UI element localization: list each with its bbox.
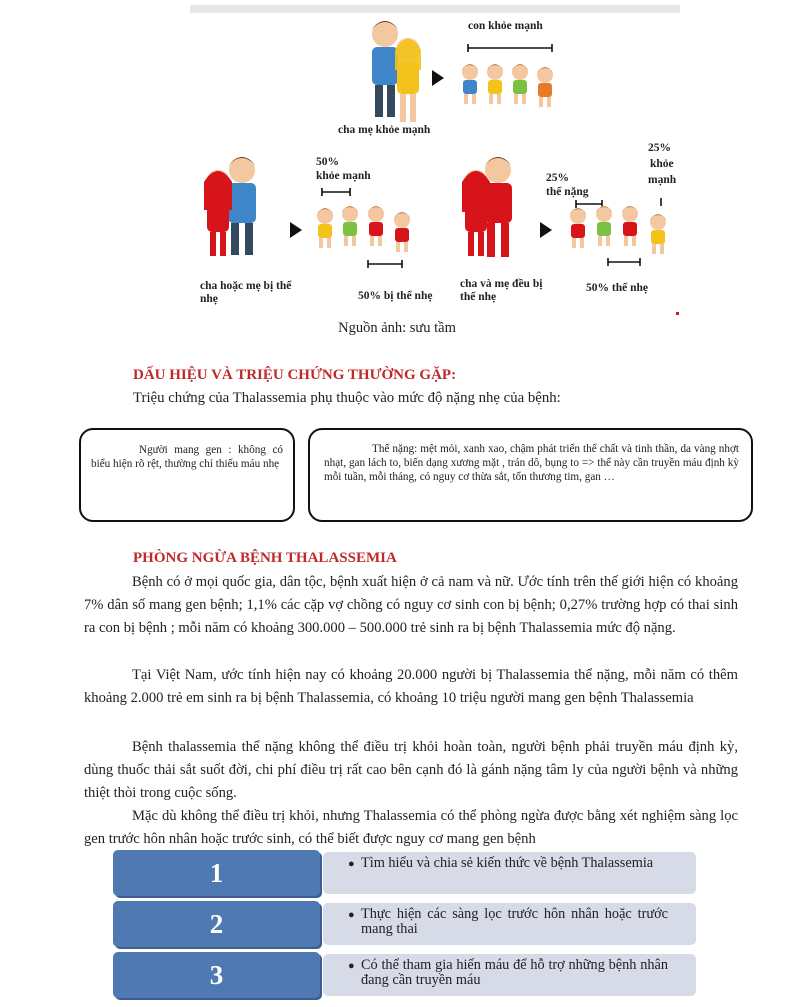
step-number-3: 3 xyxy=(113,952,320,998)
caption-50-mild-2: 50% thể nhẹ xyxy=(586,282,648,294)
one-parent-mild-figure xyxy=(204,157,256,256)
one-parent-children-figure xyxy=(317,206,410,252)
bullet-icon: ● xyxy=(348,909,355,921)
severe-symptom-box xyxy=(308,428,753,522)
step-text-box-2 xyxy=(323,903,696,945)
step-text-box-1 xyxy=(323,852,696,894)
symptoms-intro: Triệu chứng của Thalassemia phụ thuộc vào mức độ nặng nhẹ của bệnh: xyxy=(133,390,561,406)
prevention-paragraph-3: Bệnh thalassemia thể nặng không thể điều trị khỏi hoàn toàn, người bệnh phải truyền máu định kỳ, dùng thuốc thải sắt suốt đời, chi phí điều trị rất cao bên cạnh đó là gánh nặng tâm ly của người bệnh và những thiệt thòi trong cuộc sống. xyxy=(84,739,738,801)
step-text-box-3 xyxy=(323,954,696,996)
healthy-parents-figure xyxy=(371,21,421,122)
step-text-3: Có thể tham gia hiến máu để hỗ trợ những bệnh nhân đang cần truyền máu xyxy=(361,957,668,988)
step-text-2: Thực hiện các sàng lọc trước hôn nhân hoặc trước mang thai xyxy=(361,906,668,937)
step-number-1: 1 xyxy=(113,850,320,896)
healthy-children-figure xyxy=(462,64,553,107)
symptoms-heading: DẤU HIỆU VÀ TRIỆU CHỨNG THƯỜNG GẶP: xyxy=(133,367,457,383)
arrow-right-icon xyxy=(290,222,302,238)
bullet-icon: ● xyxy=(348,858,355,870)
both-parents-children-figure xyxy=(570,206,666,254)
caption-one-parent-mild: cha hoặc mẹ bị thể nhẹ xyxy=(200,280,292,305)
prevention-paragraph-4: Mặc dù không thể điều trị khỏi, nhưng Thalassemia có thể phòng ngừa được bằng xét nghiệm sàng lọc gen trước hôn nhân hoặc trước sinh, có thể biết được nguy cơ mang gen bệnh xyxy=(84,808,738,847)
step-text-1: Tìm hiểu và chia sẻ kiến thức về bệnh Thalassemia xyxy=(361,855,654,871)
prevention-paragraph-1: Bệnh có ở mọi quốc gia, dân tộc, bệnh xuất hiện ở cả nam và nữ. Ước tính trên thế giới hiện có khoảng 7% dân số mang gen bệnh; 1,1% các cặp vợ chồng có nguy cơ sinh con bị bệnh; 0,27% trường hợp có thai sinh ra con bị bệnh ; mỗi năm có khoảng 300.000 – 500.000 trẻ sinh ra bị bệnh Thalassemia mức độ nặng. xyxy=(84,574,738,636)
caption-25-percent-severe: 25% xyxy=(546,172,569,184)
caption-50-percent: 50% xyxy=(316,156,339,168)
caption-healthy: khỏe mạnh xyxy=(316,170,371,182)
caption-severe: thể nặng xyxy=(546,186,589,198)
arrow-right-icon xyxy=(540,222,552,238)
inheritance-figures xyxy=(180,0,690,320)
caption-healthy-parents: cha mẹ khỏe mạnh xyxy=(338,124,431,136)
both-parents-mild-figure xyxy=(462,157,512,257)
caption-healthy-2b: mạnh xyxy=(648,174,677,186)
caption-25-percent-healthy: 25% xyxy=(648,142,671,154)
image-source: Nguồn ảnh: sưu tầm xyxy=(338,320,456,336)
caption-healthy-2a: khỏe xyxy=(650,158,674,170)
inheritance-illustration xyxy=(180,0,690,320)
prevention-heading: PHÒNG NGỪA BỆNH THALASSEMIA xyxy=(133,550,397,566)
severe-symptom-text: Thể nặng: mệt mỏi, xanh xao, chậm phát triển thể chất và tinh thần, da vàng nhợt nhạt, gan lách to, biến dạng xương mặt , trán dô, bụng to => thể này cần truyền máu định kỳ mỗi tuần, mỗi tháng, có nguy cơ thừa sắt, tổn thương tim, gan … xyxy=(324,443,739,483)
arrow-right-icon xyxy=(432,70,444,86)
carrier-symptom-text: Người mang gen : không có biểu hiện rõ rệt, thường chỉ thiếu máu nhẹ xyxy=(91,444,283,470)
step-number-2: 2 xyxy=(113,901,320,947)
caption-50-mild: 50% bị thể nhẹ xyxy=(358,290,433,302)
bullet-icon: ● xyxy=(348,960,355,972)
caption-both-parents-mild: cha và mẹ đều bị thể nhẹ xyxy=(460,278,543,303)
prevention-paragraph-2: Tại Việt Nam, ước tính hiện nay có khoảng 20.000 người bị Thalassemia thể nặng, mỗi năm có thêm khoảng 2.000 trẻ em sinh ra bị bệnh Thalassemia, có khoảng 10 triệu người mang gen bệnh Thalassemia xyxy=(84,667,738,706)
carrier-symptom-box xyxy=(79,428,295,522)
caption-healthy-children: con khỏe mạnh xyxy=(468,20,543,32)
